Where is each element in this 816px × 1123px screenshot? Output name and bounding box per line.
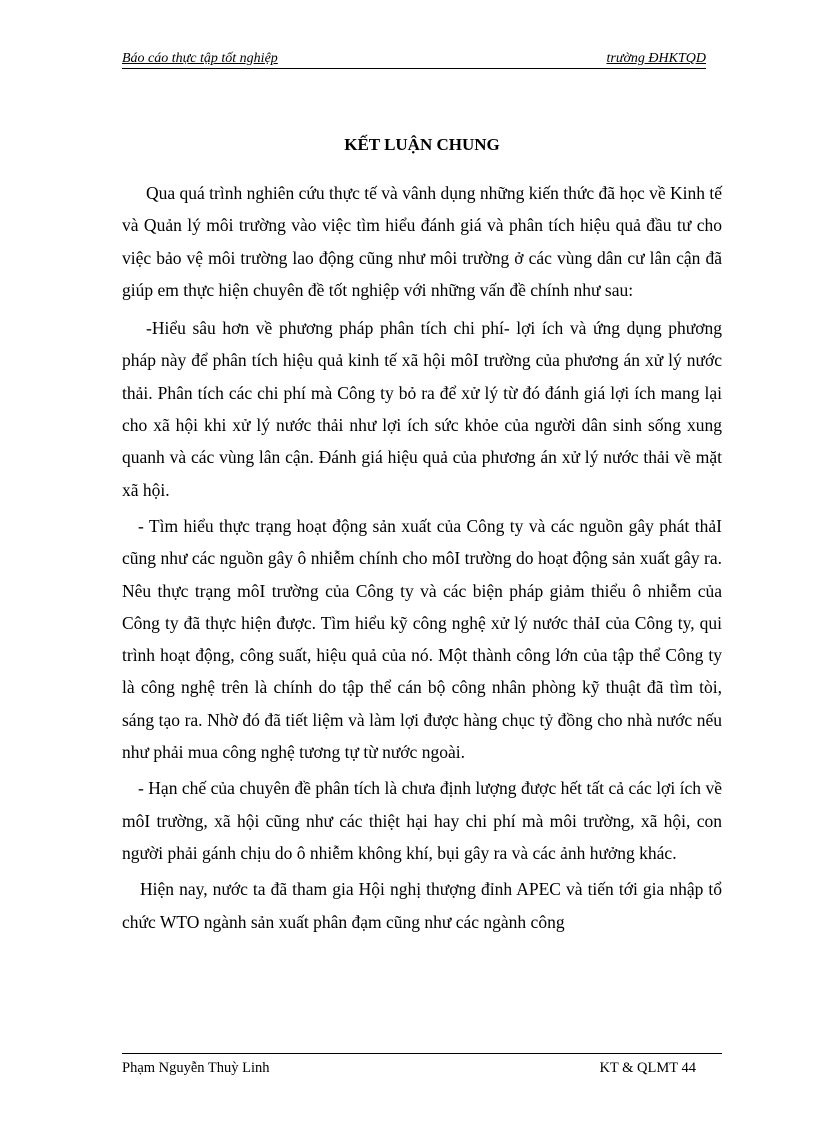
- section-title: KẾT LUẬN CHUNG: [344, 135, 500, 154]
- paragraph-cost-benefit: -Hiểu sâu hơn về phương pháp phân tích chi phí- lợi ích và ứng dụng phương pháp này để phân tích hiệu quả kinh tế xã hội môI trường của phương án xử lý nước thải. Phân tích các chi phí mà Công ty bỏ ra để xử lý từ đó đánh giá lợi ích mang lại cho xã hội khi xử lý nước thải như lợi ích sức khỏe của người dân sinh sống xung quanh và các vùng lân cận. Đánh giá hiệu quả của phương án xử lý nước thải về mặt xã hội.: [122, 318, 722, 500]
- header-report-title: Báo cáo thực tập tốt nghiệp: [122, 51, 278, 66]
- body-text: [122, 177, 722, 938]
- header-university: trường ĐHKTQD: [606, 51, 706, 66]
- footer-divider: [122, 1053, 722, 1055]
- paragraph-current-situation: Hiện nay, nước ta đã tham gia Hội nghị thượng đỉnh APEC và tiến tới gia nhập tổ chức WTO ngành sản xuất phân đạm cũng như các ngành công: [122, 879, 722, 932]
- footer-author: Phạm Nguyễn Thuỳ Linh: [122, 1060, 270, 1076]
- paragraph-intro: Qua quá trình nghiên cứu thực tế và vânh dụng những kiến thức đã học về Kinh tế và Quản lý môi trường vào việc tìm hiểu đánh giá và phân tích hiệu quả đầu tư cho việc bảo vệ môi trường lao động cũng như môi trường ở các vùng dân cư lân cận đã giúp em thực hiện chuyên đề tốt nghiệp với những vấn đề chính như sau:: [122, 183, 722, 300]
- page-header: [122, 50, 706, 69]
- footer-class: KT & QLMT 44: [599, 1060, 696, 1076]
- paragraph-production-status: - Tìm hiểu thực trạng hoạt động sản xuất của Công ty và các nguồn gây phát thảI cũng như các nguồn gây ô nhiễm chính cho môI trường do hoạt động sản xuất gây ra. Nêu thực trạng môI trường của Công ty và các biện pháp giảm thiểu ô nhiễm của Công ty đã thực hiện được. Tìm hiểu kỹ công nghệ xử lý nước thảI của Công ty, qui trình hoạt động, công suất, hiệu quả của nó. Một thành công lớn của tập thể Công ty là công nghệ trên là chính do tập thể cán bộ công nhân phòng kỹ thuật đã tìm tòi, sáng tạo ra. Nhờ đó đã tiết liệm và làm lợi được hàng chục tỷ đồng cho nhà nước nếu như phải mua công nghệ tương tự từ nước ngoài.: [122, 515, 722, 763]
- paragraph-limitations: - Hạn chế của chuyên đề phân tích là chưa định lượng được hết tất cả các lợi ích về môI trường, xã hội cũng như các thiệt hại hay chi phí mà môi trường, xã hội, con người phải gánh chịu do ô nhiễm không khí, bụi gây ra và các ảnh hưởng khác.: [122, 778, 722, 863]
